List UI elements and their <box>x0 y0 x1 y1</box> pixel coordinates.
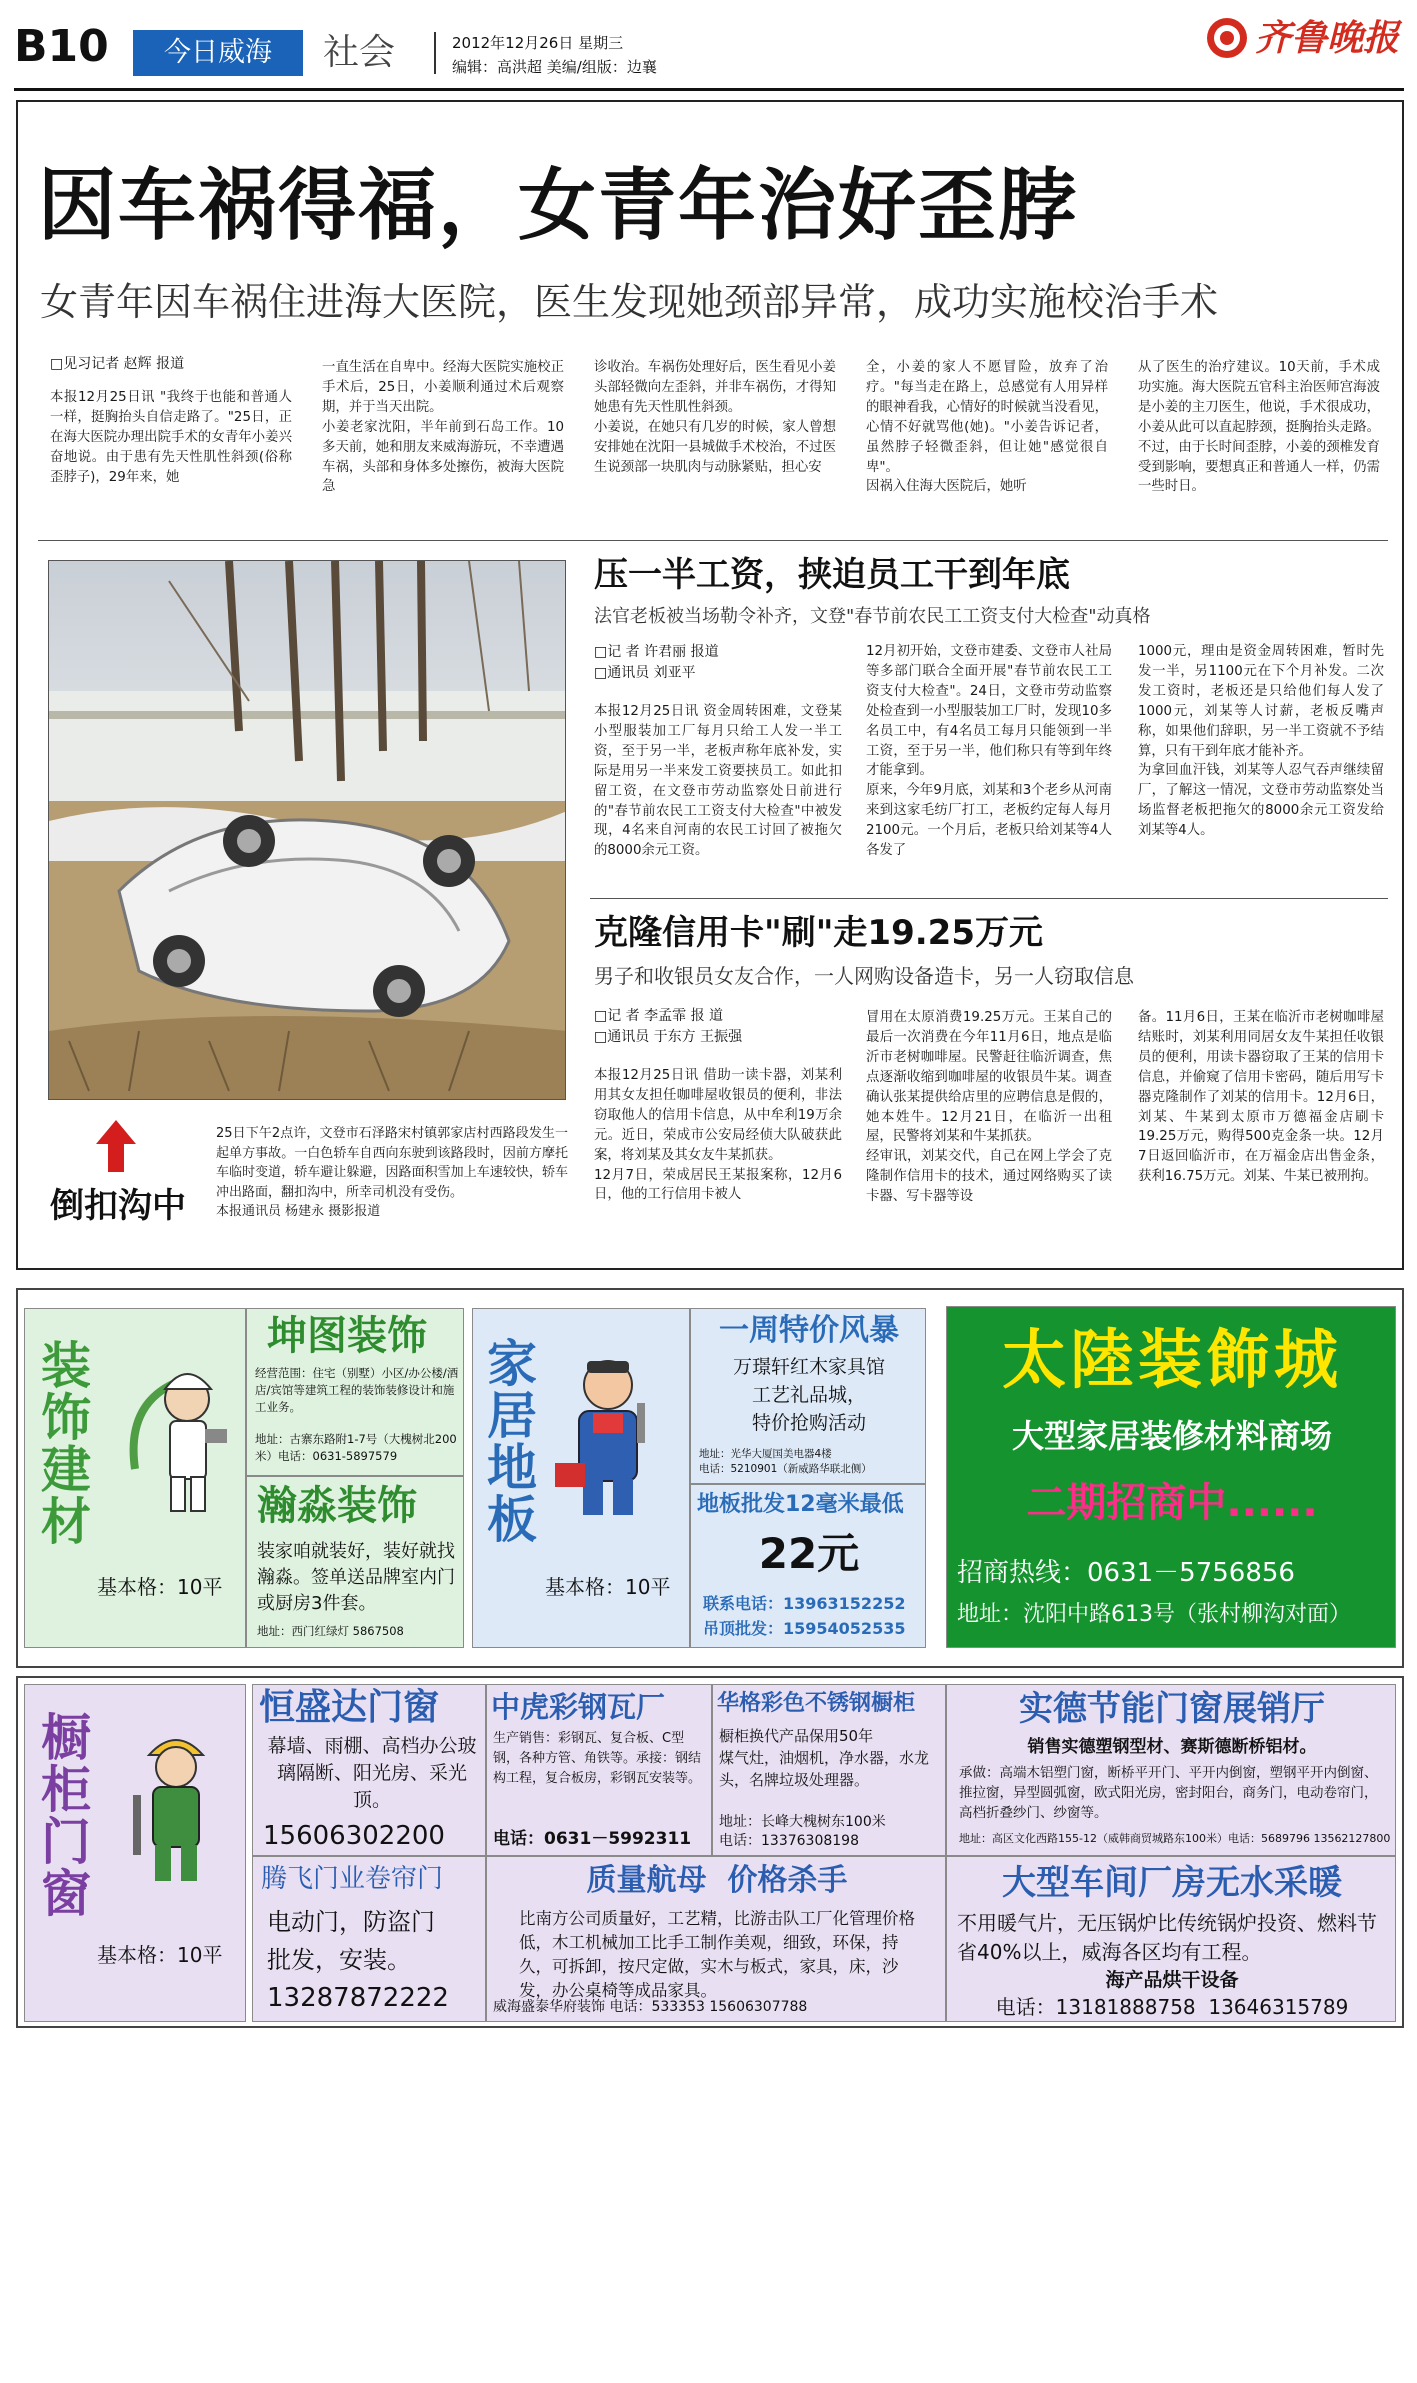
story2-column-1: 本报12月25日讯 资金周转困难，文登某小型服装加工厂每月只给工人发一半工资，至于另一半，老板声称年底补发，实际是用另一半来发工资要挟员工。如此扣留工资，在文登市劳动监察处日前进行的"春节前农民工工资支付大检查"中被发现，4名来自河南的农民工讨回了被拖欠的8000余元工资。 <box>594 704 842 859</box>
header-divider <box>434 32 436 74</box>
ad-kuntu-title: 坤图装饰 <box>267 1313 427 1359</box>
photo-caption: 25日下午2点许，文登市石泽路宋村镇郭家店村西路段发生一起单方事故。一白色轿车自西向东驶到该路段时，因前方摩托车临时变道，轿车避让躲避，因路面积雪加上车速较快，轿车冲出路面，翻扣沟中，所幸司机没有受伤。 本报通讯员 杨建永 摄影报道 <box>216 1126 568 1219</box>
ad-zhonghu <box>486 1684 712 1856</box>
ad-wanqing <box>690 1308 926 1484</box>
section-tag: 今日威海 <box>133 30 303 76</box>
ad-shide-body: 承做：高端木铝塑门窗，断桥平开门、平开内倒窗，塑钢平开内倒窗、推拉窗，异型圆弧窗，欧式阳光房，密封阳台，商务门，电动卷帘门，高档折叠纱门、纱窗等。 <box>959 1765 1378 1821</box>
lead-headline: 因车祸得福，女青年治好歪脖 <box>38 160 1079 251</box>
ad-kuntu-body: 经营范围：住宅（别墅）小区/办公楼/酒店/宾馆等建筑工程的装饰装修设计和施工业务。 <box>255 1366 459 1414</box>
ad-huage <box>712 1684 946 1856</box>
ad-talu-hotline: 招商热线：0631－5756856 <box>957 1558 1295 1588</box>
ad-tengfei-title: 腾飞门业卷帘门 <box>261 1864 444 1894</box>
ad-tengfei <box>252 1856 486 2022</box>
ad-floor-wholesale <box>690 1484 926 1648</box>
page-number: B10 <box>14 21 109 72</box>
ad-cabinet-doors <box>24 1684 246 2022</box>
lead-column-2: 一直生活在自卑中。经海大医院实施校正手术后，25日，小姜顺利通过术后观察期，并于当天出院。 小姜老家沈阳，半年前到石岛工作。10多天前，她和朋友来威海游玩，不幸遭遇车祸，头部和身体多处擦伤，被海大医院急 <box>322 360 564 495</box>
story3-subhead: 男子和收银员女友合作，一人网购设备造卡，另一人窃取信息 <box>594 964 1134 988</box>
lead-column-3: 诊收治。车祸伤处理好后，医生看见小姜头部轻微向左歪斜，并非车祸伤，才得知她患有先天性肌性斜颈。 小姜说，在她只有几岁的时候，家人曾想安排她在沈阳一县城做手术校治，不过医生说颈部一块肌肉与动脉紧贴，担心安 <box>594 360 836 475</box>
ad-heating-title: 大型车间厂房无水采暖 <box>1002 1863 1342 1903</box>
ad-huage-body: 橱柜换代产品保用50年 煤气灶，油烟机，净水器，水龙头，名牌垃圾处理器。 <box>719 1727 930 1789</box>
ad-hanmiao-body: 装家咱就装好，装好就找瀚淼。签单送品牌室内门或厨房3件套。 <box>257 1541 455 1614</box>
ad-decoration-materials-title: 装饰建材 <box>33 1339 91 1547</box>
ad-decoration-materials <box>24 1308 246 1648</box>
ad-talu-promo: 二期招商中...... <box>1026 1480 1318 1526</box>
ad-floor-wholesale-title: 地板批发12毫米最低 <box>697 1492 904 1517</box>
ad-shide-title: 实德节能门窗展销厅 <box>1019 1689 1325 1729</box>
story3-headline: 克隆信用卡"刷"走19.25万元 <box>594 913 1043 953</box>
story2-subhead: 法官老板被当场勒令补齐，文登"春节前农民工工资支付大检查"动真格 <box>594 606 1151 627</box>
issue-date: 2012年12月26日 星期三 <box>452 34 624 52</box>
worker-mascot-icon <box>125 1359 235 1519</box>
plumber-mascot-icon <box>553 1353 663 1523</box>
accident-photo <box>48 560 566 1100</box>
ad-kuntu <box>246 1308 464 1476</box>
ad-cabinet-doors-title: 橱柜门窗 <box>33 1711 91 1919</box>
ad-wanqing-title: 一周特价风暴 <box>719 1313 899 1348</box>
ad-hengsheng-body: 幕墙、雨棚、高档办公玻璃隔断、阳光房、采光顶。 <box>267 1735 477 1811</box>
story2-column-2: 12月初开始，文登市建委、文登市人社局等多部门联合全面开展"春节前农民工工资支付大检查"。24日，文登市劳动监察处检查到一小型服装加工厂时，发现10多名员工中，有4名员工每月只能领到一半工资，至于另一半，他们称只有等到年终才能拿到。 原来，今年9月底，刘某和3个老乡从河南来到这家毛纺厂打工，老板约定每人每月2100元。一个月后，老板只给刘某等4人各发了 <box>866 644 1112 859</box>
ad-zhiliang-title: 质量航母 价格杀手 <box>586 1863 848 1898</box>
ad-zhonghu-phone: 电话：0631－5992311 <box>493 1829 692 1849</box>
ad-zhonghu-body: 生产销售：彩钢瓦、复合板、C型钢，各种方管、角铁等。承接：钢结构工程，复合板房，彩钢瓦安装等。 <box>493 1731 702 1786</box>
ad-decoration-materials-base: 基本格：10平 <box>97 1575 223 1599</box>
story2-divider <box>590 898 1388 899</box>
lead-subhead: 女青年因车祸住进海大医院，医生发现她颈部异常，成功实施校治手术 <box>40 280 1219 324</box>
ad-kuntu-address: 地址：古寨东路附1-7号（大槐树北200米）电话：0631-5897579 <box>255 1432 457 1463</box>
ad-hengsheng-phone: 15606302200 <box>263 1821 445 1851</box>
ad-tengfei-body: 电动门，防盗门 批发，安装。 <box>267 1908 435 1974</box>
ad-huage-address: 地址：长峰大槐树东100米 电话：13376308198 <box>719 1814 886 1849</box>
ad-talu-title: 太陸装飾城 <box>1002 1324 1342 1398</box>
construction-worker-icon <box>121 1721 231 1891</box>
ad-heating-sub: 海产品烘干设备 <box>1105 1969 1239 1991</box>
ad-floor-wholesale-price: 22元 <box>758 1529 860 1578</box>
ad-heating <box>946 1856 1396 2022</box>
ad-floor-wholesale-contact: 联系电话：13963152252 吊顶批发：15954052535 <box>703 1594 906 1638</box>
ad-talu-address: 地址：沈阳中路613号（张村柳沟对面） <box>957 1602 1351 1627</box>
story2-headline: 压一半工资，挟迫员工干到年底 <box>594 555 1070 595</box>
ad-zhiliang <box>486 1856 946 2022</box>
ad-shide-sub: 销售实德塑钢型材、赛斯德断桥铝材。 <box>1027 1737 1317 1757</box>
ad-tengfei-phone: 13287872222 <box>267 1983 449 2013</box>
ad-talu-mall <box>946 1306 1396 1648</box>
ad-talu-sub: 大型家居装修材料商场 <box>1011 1417 1332 1455</box>
ad-hanmiao <box>246 1476 464 1648</box>
photo-arrow-label: 倒扣沟中 <box>50 1186 186 1226</box>
masthead-logo <box>1205 10 1405 66</box>
ad-wanqing-body: 万璟轩红木家具馆 工艺礼品城， 特价抢购活动 <box>732 1356 885 1434</box>
ad-heating-body: 不用暖气片，无压锅炉比传统锅炉投资、燃料节省40%以上，威海各区均有工程。 <box>957 1911 1377 1964</box>
story2-byline: □记 者 许君丽 报道 □通讯员 刘亚平 <box>594 644 719 681</box>
red-arrow-up-icon <box>96 1120 136 1172</box>
lead-byline: □见习记者 赵辉 报道 <box>50 356 185 372</box>
ad-hanmiao-title: 瀚淼装饰 <box>257 1483 417 1529</box>
ad-shide-address: 地址：高区文化西路155-12（威韩商贸城路东100米）电话：5689796 13562127800 <box>959 1832 1391 1845</box>
lead-column-4: 全，小姜的家人不愿冒险，放弃了治疗。"每当走在路上，总感觉有人用异样的眼神看我，心情好的时候就当没看见，心情不好就骂他(她)。"小姜告诉记者，虽然脖子轻微歪斜，但让她"感觉很自卑"。 因祸入住海大医院后，她听 <box>866 360 1108 495</box>
lead-divider <box>38 540 1388 541</box>
ad-home-flooring-base: 基本格：10平 <box>545 1575 671 1599</box>
story3-column-2: 冒用在太原消费19.25万元。王某自己的最后一次消费在今年11月6日，地点是临沂市老树咖啡屋。民警赶往临沂调查，焦点逐渐收缩到咖啡屋的收银员牛某。调查确认张某提供给店里的应聘信息是假的，她本姓牛。12月21日，在临沂一出租屋，民警将刘某和牛某抓获。 经审讯，刘某交代，自己在网上学会了克隆制作信用卡的技术，通过网络购买了读卡器、写卡器等设 <box>866 1010 1112 1205</box>
ad-shide <box>946 1684 1396 1856</box>
story3-column-1: 本报12月25日讯 借助一读卡器，刘某利用其女友担任咖啡屋收银员的便利，非法窃取他人的信用卡信息，从中牟利19万余元。近日，荣成市公安局经侦大队破获此案，将刘某及其女友牛某抓获。 12月7日，荣成居民王某报案称，12月6日，他的工行信用卡被人 <box>594 1068 842 1203</box>
accident-scene-illustration <box>49 561 566 1100</box>
ad-zhonghu-title: 中虎彩钢瓦厂 <box>491 1690 666 1724</box>
lead-column-5: 从了医生的治疗建议。10天前，手术成功实施。海大医院五官科主治医师宫海波是小姜的主刀医生，他说，手术很成功，小姜从此可以直起脖颈，挺胸抬头走路。不过，由于长时间歪脖，小姜的颈椎发育受到影响，要想真正和普通人一样，仍需一些时日。 <box>1138 360 1380 495</box>
header-rule <box>14 88 1404 91</box>
masthead-title: 齐鲁晚报 <box>1255 17 1400 59</box>
ad-hanmiao-address: 地址：西门红绿灯 5867508 <box>257 1624 404 1638</box>
ad-zhiliang-contact: 威海盛泰华府装饰 电话：533353 15606307788 <box>493 1999 808 2015</box>
editors: 编辑：高洪超 美编/组版：边襄 <box>452 58 657 76</box>
ad-home-flooring <box>472 1308 690 1648</box>
ad-huage-title: 华格彩色不锈钢橱柜 <box>717 1691 916 1716</box>
ad-hengsheng <box>252 1684 486 1856</box>
story3-byline: □记 者 李孟霏 报 道 □通讯员 于东方 王振强 <box>594 1008 743 1045</box>
ad-cabinet-doors-base: 基本格：10平 <box>97 1943 223 1967</box>
ad-heating-phone: 电话：13181888758 13646315789 <box>995 1995 1349 2019</box>
lead-column-1: 本报12月25日讯 "我终于也能和普通人一样，挺胸抬头自信走路了。"25日，正在海大医院办理出院手术的女青年小姜兴奋地说。由于患有先天性肌性斜颈(俗称歪脖子)，29年来，她 <box>50 390 292 485</box>
story3-column-3: 备。11月6日，王某在临沂市老树咖啡屋结账时，刘某利用同居女友牛某担任收银员的便利，用读卡器窃取了王某的信用卡信息，并偷窥了信用卡密码，随后用写卡器克隆制作了刘某的信用卡。12月6日，刘某、牛某到太原市万德福金店刷卡19.25万元，购得500克金条一块。12月7日返回临沂市，在万福金店出售金条，获利16.75万元。刘某、牛某已被刑拘。 <box>1138 1010 1384 1185</box>
ad-wanqing-address: 地址：光华大厦国美电器4楼 电话：5210901（新威路华联北侧） <box>699 1448 872 1475</box>
ad-hengsheng-title: 恒盛达门窗 <box>259 1687 440 1728</box>
story2-column-3: 1000元，理由是资金周转困难，暂时先发一半，另1100元在下个月补发。二次发工资时，老板还是只给他们每人发了1000元，刘某等人讨薪，老板反嘴声称，如果他们辞职，另一半工资就不予结算，只有干到年底才能补齐。 为拿回血汗钱，刘某等人忍气吞声继续留厂，了解这一情况，文登市劳动监察处当场监督老板把拖欠的8000余元工资发给刘某等4人。 <box>1138 644 1384 839</box>
section-name: 社会 <box>323 32 396 73</box>
ad-home-flooring-title: 家居地板 <box>479 1337 537 1545</box>
masthead-emblem-icon <box>1205 16 1249 60</box>
ad-zhiliang-body: 比南方公司质量好，工艺精，比游击队工厂化管理价格低，木工机械加工比手工制作美观，细致，环保，持久，可拆卸，按尺定做，实木与板式，家具，床，沙发，办公桌椅等成品家具。 <box>519 1909 915 2000</box>
